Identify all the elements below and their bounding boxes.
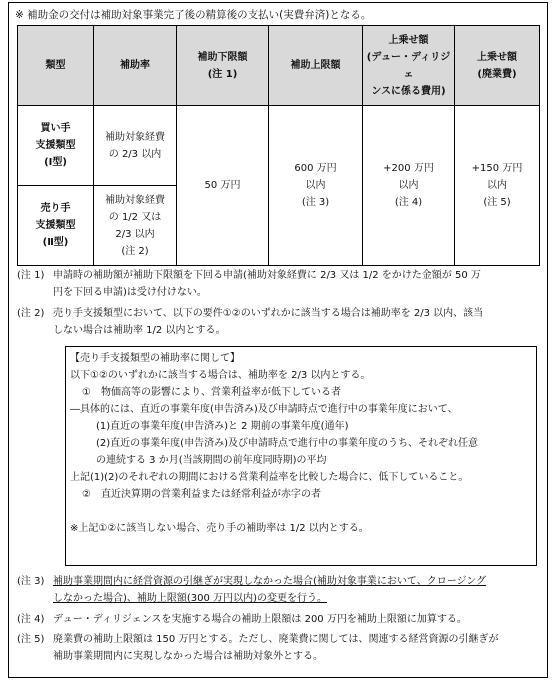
seller-type-cell: 売り手 支援類型 (Ⅱ型) — [18, 186, 94, 266]
table-row-buyer — [18, 106, 540, 186]
header-addon-disposal: 上乗せ額 (廃業費) — [455, 26, 540, 106]
addon-dd-cell: +200 万円 以内 (注 4) — [363, 106, 455, 266]
box-line: ―具体的には、直近の事業年度(申告済み)及び申請時点で進行中の事業年度において、 — [70, 404, 458, 415]
box-line: の連続する 3 か月(当該期間の前年度同時期)の平均 — [96, 455, 327, 466]
box-line: (2)直近の事業年度(申告済み)及び申請時点で進行中の事業年度のうち、それぞれ任意 — [96, 438, 478, 449]
box-line: 上記(1)(2)のそれぞれの期間における営業利益率を比較した場合に、低下していること。 — [70, 472, 469, 483]
header-upper-limit: 補助上限額 — [269, 26, 363, 106]
note-3: (注 3) 補助事業期間内に経営資源の引継ぎが実現しなかった場合(補助対象事業において、クロージング しなかった場合)、補助上限額(300 万円以内)の変更を行う。 — [17, 576, 487, 604]
header-type: 類型 — [18, 26, 94, 106]
note-5: (注 5) 廃業費の補助上限額は 150 万円とする。ただし、廃業費に関しては、関連する経営資源の引継ぎが 補助事業期間内に実現しなかった場合は補助対象外とする。 — [17, 634, 499, 662]
buyer-rate-cell: 補助対象経費 の 2/3 以内 — [94, 106, 177, 186]
subsidy-table — [17, 25, 540, 266]
document-page — [8, 2, 548, 678]
upper-limit-cell: 600 万円 以内 (注 3) — [269, 106, 363, 266]
note-1: (注 1) 申請時の補助額が補助下限額を下回る申請(補助対象経費に 2/3 又は 1/2 をかけた金額が 50 万 円を下回る申請)は受け付けない。 — [17, 270, 481, 298]
box-title: 【売り手支援類型の補助率に関して】 — [70, 353, 240, 364]
header-rate: 補助率 — [94, 26, 177, 106]
payment-note: ※ 補助金の交付は補助対象事業完了後の精算後の支払い(実費弁済)となる。 — [15, 9, 372, 21]
box-line: 以下①②のいずれかに該当する場合は、補助率を 2/3 以内とする。 — [70, 370, 371, 381]
box-line: ② 直近決算期の営業利益または経常利益が赤字の者 — [82, 489, 321, 500]
addon-disposal-cell: +150 万円 以内 (注 5) — [455, 106, 540, 266]
buyer-type-cell: 買い手 支援類型 (Ⅰ型) — [18, 106, 94, 186]
table-header-row — [18, 26, 540, 106]
seller-rate-cell: 補助対象経費 の 1/2 又は 2/3 以内 (注 2) — [94, 186, 177, 266]
seller-rate-criteria-box — [65, 346, 537, 566]
box-line: (1)直近の事業年度(申告済み)と 2 期前の事業年度(通年) — [96, 421, 349, 432]
box-line: ※上記①②に該当しない場合、売り手の補助率は 1/2 以内とする。 — [70, 523, 369, 534]
header-addon-dd: 上乗せ額 (デュー・ディリジェ ンスに係る費用) — [363, 26, 455, 106]
box-line: ① 物価高等の影響により、営業利益率が低下している者 — [82, 387, 341, 398]
lower-limit-cell: 50 万円 — [177, 106, 269, 266]
box-blank-line — [70, 503, 532, 520]
note-4: (注 4) デュー・ディリジェンスを実施する場合の補助上限額は 200 万円を補助上限額に加算する。 — [17, 614, 467, 625]
header-lower-limit: 補助下限額 (注 1) — [177, 26, 269, 106]
note-2: (注 2) 売り手支援類型において、以下の要件①②のいずれかに該当する場合は補助率を 2/3 以内、該当 しない場合は補助率 1/2 以内とする。 — [17, 308, 484, 336]
